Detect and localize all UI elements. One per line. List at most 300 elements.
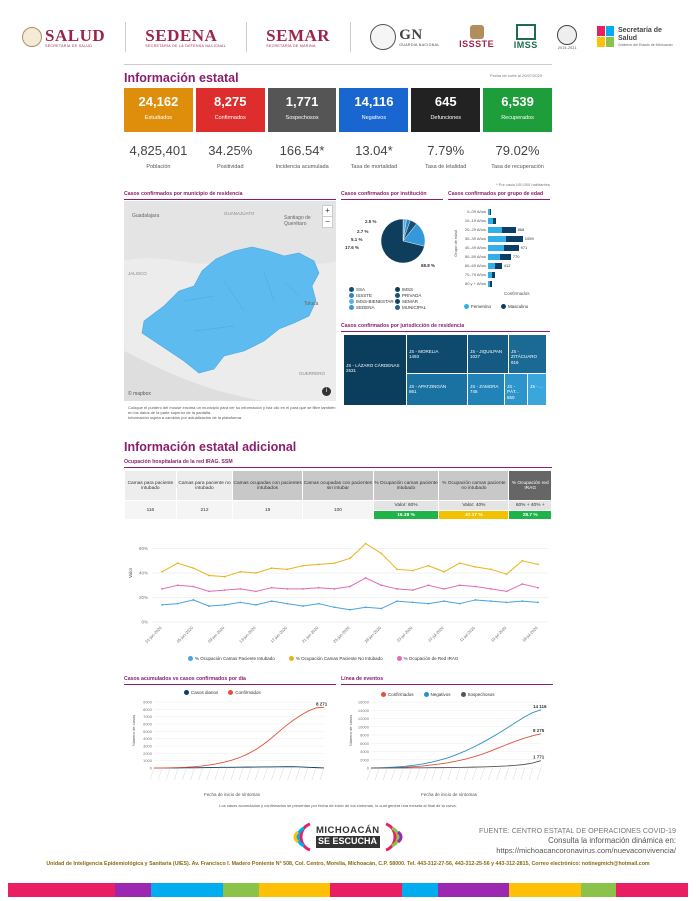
- series-line: [162, 578, 538, 591]
- cumulative-xlabel: Fecha de inicio de síntomas: [204, 792, 261, 797]
- treemap-cell-value: 916: [511, 359, 519, 365]
- municipality-map[interactable]: [124, 201, 336, 401]
- semar-logo: [266, 27, 330, 48]
- occupancy-pct: 28.7 %: [509, 511, 552, 520]
- legend-item: [349, 305, 395, 310]
- salud-logo: [22, 27, 105, 48]
- kpi-card: [196, 88, 265, 132]
- issste-logo: [459, 25, 494, 49]
- age-group-label: 70–79 Años: [464, 272, 486, 277]
- occupancy-threshold: Valor: 60%: [373, 501, 439, 511]
- age-group-label: 20–29 Años: [464, 227, 486, 232]
- zoom-in-button[interactable]: +: [325, 206, 330, 215]
- kpi-value: 14,116: [354, 94, 394, 109]
- data-point: [286, 603, 288, 605]
- y-tick-label: 5000: [143, 728, 152, 734]
- kpi-label: Recuperados: [501, 115, 534, 121]
- legend-label: % Ocupación de Red IRAG: [403, 656, 459, 661]
- x-tick-label: 25-jun-2020: [332, 625, 351, 644]
- data-point: [474, 566, 476, 568]
- data-point: [521, 560, 523, 562]
- data-point: [318, 564, 320, 566]
- mapbox-attribution[interactable]: © mapbox: [128, 391, 151, 397]
- y-tick-label: 3000: [143, 743, 152, 749]
- data-point: [161, 571, 163, 573]
- data-point: [208, 590, 210, 592]
- female-bar: [488, 227, 502, 233]
- data-point: [271, 600, 273, 602]
- age-bar-label: 868: [517, 227, 525, 232]
- sedena-logo-sub: SECRETARÍA DE LA DEFENSA NACIONAL: [145, 43, 227, 48]
- gn-logo-sub: GUARDIA NACIONAL: [399, 42, 440, 47]
- series-line: [371, 734, 541, 768]
- logo-separator: [246, 22, 247, 52]
- female-bar: [488, 254, 500, 260]
- michoacan-seal-icon: [557, 25, 577, 45]
- legend-item: [397, 656, 459, 661]
- data-point: [333, 588, 335, 590]
- y-tick-label: 10000: [357, 724, 369, 730]
- x-tick-label: 15-jul-2020: [489, 625, 508, 643]
- data-point: [302, 565, 304, 567]
- y-tick-label: 40%: [138, 570, 148, 576]
- legend-item: [349, 293, 395, 298]
- events-svg: [341, 694, 553, 794]
- footer-source-line: FUENTE: CENTRO ESTATAL DE OPERACIONES COVID-19: [478, 826, 676, 835]
- brand-waves-icon: [384, 822, 406, 852]
- legend-dot-icon: [289, 656, 294, 661]
- legend-item: [349, 299, 395, 304]
- data-point: [161, 604, 163, 606]
- kpi-card: [268, 88, 337, 132]
- male-bar: [492, 272, 495, 278]
- y-tick-label: 60%: [138, 546, 148, 551]
- legend-dot-icon: [395, 287, 400, 292]
- treemap-cell-label: JS - MORELIA: [409, 349, 439, 354]
- x-tick-label: 01-jun-2020: [144, 625, 163, 644]
- data-point: [286, 588, 288, 590]
- jurisdiction-treemap[interactable]: [344, 335, 546, 405]
- data-point: [380, 553, 382, 555]
- treemap-cell-label: JS - ZITÁCUARO: [511, 349, 538, 360]
- salud-logo-sub: SECRETARÍA DE SALUD: [45, 43, 93, 48]
- curve-note: Los casos acumulados y confirmados se presentan por fecha de inicio de los síntomas, lo cual genera una meseta al final de la curva.: [219, 803, 457, 808]
- cumulative-svg: [124, 694, 336, 794]
- events-ylabel: Número de casos: [348, 714, 354, 747]
- data-point: [521, 600, 523, 602]
- treemap-cell-label: JS - LÁZARO CÁRDENAS: [346, 363, 400, 368]
- male-bar: [495, 263, 502, 269]
- occupancy-table: [124, 470, 552, 520]
- treemap-cell[interactable]: [509, 335, 546, 373]
- cutoff-date: Fecha de corte al 20/07/2020: [490, 73, 543, 78]
- data-point: [412, 570, 414, 572]
- x-tick-label: 21-jun-2020: [300, 625, 320, 644]
- age-group-label: 60–69 Años: [464, 263, 486, 268]
- data-point: [192, 599, 194, 601]
- y-tick-label: 2000: [143, 750, 152, 756]
- y-tick-label: 14000: [357, 707, 369, 713]
- kpi-card: [339, 88, 408, 132]
- pie-label: 5.1 %: [351, 237, 363, 242]
- x-tick-label: 03-jul-2020: [395, 625, 414, 643]
- kpi-label: Confirmados: [214, 115, 246, 121]
- occupancy-legend: [188, 656, 458, 661]
- legend-dot-icon: [395, 305, 400, 310]
- kpi-card: [483, 88, 552, 132]
- brand-line2: SE ESCUCHA: [316, 836, 380, 848]
- imss-emblem-icon: [516, 24, 536, 40]
- male-bar: [502, 227, 515, 233]
- legend-dot-icon: [349, 299, 354, 304]
- data-point: [239, 571, 241, 573]
- age-bar-label: 770: [512, 254, 520, 259]
- occupancy-header: Camas para paciente no intubado: [176, 471, 232, 501]
- michoacan-seal: [557, 25, 577, 50]
- kpi-value: 8,275: [213, 94, 247, 109]
- pie-label: 2.5 %: [365, 219, 377, 224]
- data-point: [443, 571, 445, 573]
- data-point: [224, 589, 226, 591]
- age-bar-label: 1059: [524, 236, 534, 241]
- map-note: Coloque el puntero del mouse encima un municipio para ver su información y haz clic en el para que se filtre también en los datos de la parte superior de la pantalla.: [128, 405, 336, 416]
- kpi-card: [411, 88, 480, 132]
- treemap-cell[interactable]: [528, 374, 546, 405]
- data-point: [396, 588, 398, 590]
- legend-label: Masculino: [508, 304, 529, 309]
- kpi-row: [124, 88, 552, 132]
- legend-dot-icon: [349, 305, 354, 310]
- legend-label: Negativos: [430, 692, 451, 697]
- legend-dot-icon: [395, 293, 400, 298]
- data-point: [443, 600, 445, 602]
- data-point: [365, 577, 367, 579]
- female-bar: [488, 263, 495, 269]
- occupancy-value: 19: [233, 501, 303, 520]
- age-row: [454, 216, 550, 225]
- stat-label: Tasa de recuperación: [491, 164, 544, 170]
- male-bar: [490, 209, 491, 215]
- age-bar-label: 412: [503, 263, 511, 268]
- x-tick-label: 17-jun-2020: [269, 625, 289, 644]
- occupancy-header: % Ocupación camas paciente no intubado: [439, 471, 509, 501]
- legend-label: SSA: [356, 287, 366, 292]
- map-notes: [128, 405, 340, 421]
- stat-card: [339, 137, 408, 170]
- sec-salud-logo-sub: Gobierno del Estado de Michoacán: [617, 42, 673, 47]
- age-row: [454, 252, 550, 261]
- legend-item: [395, 287, 441, 292]
- legend-dot-icon: [349, 287, 354, 292]
- legend-item: [464, 304, 491, 309]
- data-point: [474, 586, 476, 588]
- legend-label: Casos diarios: [191, 690, 219, 695]
- y-tick-label: 8000: [360, 732, 369, 738]
- age-rows: [454, 207, 550, 288]
- stat-label: Positividad: [216, 164, 244, 170]
- stat-label: Tasa de letalidad: [425, 164, 467, 170]
- x-tick-label: 13-jun-2020: [238, 625, 257, 644]
- per-100k-note: * Por cada 100,000 habitantes: [496, 182, 550, 187]
- end-value-label: 8 271: [316, 701, 328, 707]
- data-point: [412, 602, 414, 604]
- stat-value: 4,825,401: [129, 143, 188, 158]
- treemap-cell[interactable]: [468, 335, 508, 373]
- data-point: [427, 603, 429, 605]
- y-tick-label: 2000: [360, 757, 369, 763]
- y-tick-label: 7000: [143, 714, 152, 720]
- events-title: Línea de eventos: [341, 676, 553, 685]
- zoom-controls: [322, 205, 333, 228]
- end-value-label: 8 275: [533, 727, 545, 733]
- data-point: [412, 589, 414, 591]
- data-point: [349, 586, 351, 588]
- footer-source: [450, 826, 676, 856]
- issste-emblem-icon: [470, 25, 484, 39]
- age-group-label: 30–39 Años: [464, 236, 486, 241]
- legend-dot-icon: [397, 656, 402, 661]
- x-tick-label: 09-jun-2020: [206, 625, 226, 644]
- occupancy-title: Ocupación hospitalaria de la red IRAG. SSM: [124, 459, 552, 468]
- data-point: [271, 587, 273, 589]
- map-info-icon[interactable]: i: [322, 387, 331, 396]
- occupancy-header: Camas para paciente intubado: [125, 471, 177, 501]
- data-point: [255, 604, 257, 606]
- stat-card: [268, 137, 337, 170]
- cumulative-title: Casos acumulados vs casos confirmados por día: [124, 676, 336, 685]
- data-point: [208, 605, 210, 607]
- age-row: [454, 207, 550, 216]
- x-tick-label: 29-jun-2020: [363, 625, 383, 644]
- age-title: Casos confirmados por grupo de edad: [448, 191, 550, 200]
- gn-seal-icon: [370, 24, 396, 50]
- events-xlabel: Fecha de inicio de síntomas: [421, 792, 478, 797]
- footer-consult: Consulta la información dinámica en:: [548, 835, 676, 845]
- occupancy-value: 212: [176, 501, 232, 520]
- data-point: [521, 583, 523, 585]
- stat-card: [124, 137, 193, 170]
- age-row: [454, 261, 550, 270]
- stat-label: Población: [146, 164, 171, 170]
- data-point: [459, 562, 461, 564]
- y-tick-label: 4000: [360, 749, 369, 754]
- cumulative-ylabel: Número de casos: [131, 714, 137, 747]
- kpi-value: 6,539: [501, 94, 534, 109]
- zoom-out-button[interactable]: −: [323, 216, 332, 227]
- footer-url[interactable]: https://michoacancoronavirus.com/nuevaconvivencia/: [496, 846, 676, 856]
- data-point: [490, 600, 492, 602]
- events-chart: [341, 688, 553, 800]
- data-point: [380, 608, 382, 610]
- cumulative-chart: [124, 688, 336, 800]
- salud-logo-text: SALUD: [45, 25, 106, 45]
- sedena-logo: [145, 27, 226, 48]
- data-point: [302, 588, 304, 590]
- y-tick-label: 16000: [357, 699, 369, 705]
- occupancy-line-svg: [118, 518, 558, 648]
- legend-label: SEMAR: [402, 299, 419, 304]
- sedena-logo-text: SEDENA: [145, 25, 218, 45]
- age-group-label: 50–59 Años: [464, 254, 486, 259]
- institution-title: Casos confirmados por institución: [341, 191, 443, 200]
- stat-value: 7.79%: [427, 143, 465, 158]
- additional-title: Información estatal adicional: [124, 440, 297, 454]
- treemap-cell[interactable]: [407, 335, 467, 373]
- map-label-toluca: Toluca: [304, 301, 319, 307]
- data-point: [255, 572, 257, 574]
- imss-logo-text: IMSS: [513, 40, 538, 50]
- end-value-label: 14 116: [533, 703, 547, 709]
- occupancy-line-chart: [118, 518, 558, 668]
- institution-legend: [349, 287, 441, 310]
- stat-card: [196, 137, 265, 170]
- y-tick-label: 0%: [141, 619, 148, 625]
- data-point: [459, 603, 461, 605]
- legend-label: ISSSTE: [356, 293, 373, 298]
- data-point: [537, 587, 539, 589]
- sec-salud-logo-text: Secretaría de Salud: [617, 27, 662, 42]
- data-point: [506, 602, 508, 604]
- data-point: [459, 584, 461, 586]
- data-point: [537, 564, 539, 566]
- data-point: [349, 557, 351, 559]
- stat-label: Incidencia acumulada: [275, 164, 329, 170]
- data-point: [427, 565, 429, 567]
- treemap-cell[interactable]: [407, 374, 467, 405]
- age-row: [454, 270, 550, 279]
- male-bar: [490, 281, 492, 287]
- issste-logo-text: ISSSTE: [459, 39, 495, 49]
- age-row: [454, 234, 550, 243]
- legend-label: Sospechosos: [467, 692, 495, 697]
- stat-value: 79.02%: [495, 143, 540, 158]
- occupancy-header: Camas ocupadas con pacientes intubados: [233, 471, 303, 501]
- kpi-label: Defunciones: [430, 115, 462, 121]
- data-point: [239, 588, 241, 590]
- michoacan-escucha-logo: [290, 822, 406, 852]
- age-group-label: 80 y + Años: [464, 281, 486, 286]
- footer-address: Unidad de Inteligencia Epidemiológica y Sanitaria (UIES). Av. Francisco I. Madero Poniente N° 508, Col. Centro, Morelia, Michoacán, C.P. 58000. Tel. 443-312-27-56, 443-312-25-56 y 443-312-2815, Correo electrónico: notinegmich@hotmail.com: [46, 861, 650, 867]
- y-tick-label: 6000: [143, 721, 152, 727]
- sec-salud-emblem-icon: [597, 26, 615, 48]
- data-point: [443, 588, 445, 590]
- male-bar: [504, 245, 519, 251]
- y-tick-label: 6000: [360, 740, 369, 746]
- kpi-value: 645: [434, 94, 457, 109]
- data-point: [506, 590, 508, 592]
- age-row: [454, 279, 550, 288]
- occupancy-header: % Ocupación camas paciente intubado: [373, 471, 439, 501]
- x-tick-label: 05-jun-2020: [175, 625, 195, 644]
- treemap-cell[interactable]: [344, 335, 406, 405]
- brand-line1: MICHOACÁN: [316, 824, 380, 836]
- data-point: [318, 603, 320, 605]
- kpi-label: Estudiados: [144, 115, 173, 121]
- treemap-cell-value: 745: [470, 389, 478, 395]
- male-bar: [493, 218, 497, 224]
- age-group-label: 0–09 Años: [467, 209, 486, 214]
- semar-logo-text: SEMAR: [266, 25, 331, 45]
- y-tick-label: 0: [366, 765, 369, 771]
- map-label-queretaro: Santiago de Querétaro: [284, 215, 311, 227]
- state-info-title: Información estatal: [124, 71, 239, 85]
- data-point: [333, 562, 335, 564]
- age-row: [454, 243, 550, 252]
- treemap-cell[interactable]: [505, 374, 527, 405]
- occupancy-value: 100: [303, 501, 374, 520]
- header-logos: [22, 18, 674, 56]
- age-row: [454, 225, 550, 234]
- legend-label: Femenino: [471, 304, 492, 309]
- jurisdiction-title: Casos confirmados por jurisdicción de residencia: [341, 323, 550, 332]
- female-bar: [488, 245, 504, 251]
- legend-item: [395, 299, 441, 304]
- legend-dot-icon: [188, 656, 193, 661]
- legend-label: Confirmados: [235, 690, 261, 695]
- legend-label: SEDENA: [356, 305, 375, 310]
- footer-color-band: [8, 883, 688, 897]
- stat-label: Tasa de mortalidad: [350, 164, 398, 170]
- age-chart: [448, 201, 550, 316]
- treemap-cell-label: JS - PÁT...: [507, 384, 520, 395]
- data-point: [177, 603, 179, 605]
- legend-label: PRIVADA: [402, 293, 422, 298]
- treemap-cell-label: JS - JIQUILPAN: [470, 349, 503, 354]
- treemap-cell-value: 2531: [346, 368, 357, 374]
- y-tick-label: 4000: [143, 736, 152, 742]
- logo-separator: [125, 22, 126, 52]
- treemap-cell[interactable]: [468, 374, 504, 405]
- gn-logo: [370, 24, 439, 50]
- data-point: [396, 568, 398, 570]
- kpi-value: 1,771: [285, 94, 319, 109]
- treemap-cell-label: JS - ...: [530, 384, 544, 389]
- treemap-cell-label: JS - ZAMORA: [470, 384, 499, 389]
- occupancy-header: % Ocupación red IRAG: [509, 471, 552, 501]
- data-point: [506, 573, 508, 575]
- data-point: [318, 587, 320, 589]
- occupancy-pct: 16.38 %: [373, 511, 439, 520]
- y-tick-label: 1000: [143, 758, 152, 764]
- age-group-label: 10–19 Años: [464, 218, 486, 223]
- legend-dot-icon: [501, 304, 506, 309]
- data-point: [365, 543, 367, 545]
- sec-salud-logo: [597, 26, 674, 48]
- data-point: [239, 602, 241, 604]
- occupancy-threshold: Valor: 40%: [439, 501, 509, 511]
- legend-label: % Ocupación Camas Paciente Intubado: [195, 656, 275, 661]
- x-tick-label: 19-jul-2020: [521, 625, 539, 643]
- legend-item: [188, 656, 275, 661]
- stat-value: 34.25%: [208, 143, 253, 158]
- map-label-guanajuato: GUANAJUATO: [224, 211, 255, 216]
- treemap-cell-label: JS - APATZINGÁN: [409, 384, 447, 389]
- male-bar: [500, 254, 511, 260]
- occupancy-threshold: 60% + 40% +: [509, 501, 552, 511]
- data-point: [333, 606, 335, 608]
- pie-label: 68.8 %: [421, 263, 436, 268]
- data-point: [177, 584, 179, 586]
- age-group-label: 40–49 Años: [464, 245, 486, 250]
- institution-chart: [341, 201, 443, 321]
- treemap-cell-value: 1493: [409, 354, 420, 360]
- data-point: [224, 604, 226, 606]
- gn-logo-text: GN: [399, 26, 423, 43]
- legend-label: IMSS: [402, 287, 414, 292]
- data-point: [255, 590, 257, 592]
- age-legend: [464, 304, 528, 309]
- imss-logo: [514, 24, 538, 50]
